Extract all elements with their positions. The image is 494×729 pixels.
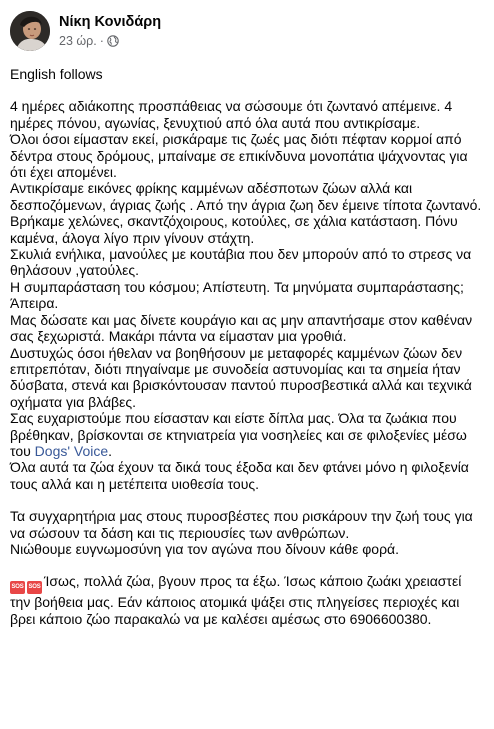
text-line: Δυστυχώς όσοι ήθελαν να βοηθήσουν με μεταφορές καμμένων ζώων δεν επιτρεπόταν, διότι πηγαίναμε με συνοδεία αστυνομίας και τα σημεία ήταν δύσβατα, στενά και βρισκόντουσαν παντού πυροσβεστικά αλλά και τεχνικά οχήματα για βλάβες. xyxy=(10,344,472,410)
thanks-end: . xyxy=(108,442,113,459)
text-line: Αντικρίσαμε εικόνες φρίκης καμμένων αδέσποτων ζώων αλλά και δεσποζόμενων, άγριας ζωής . Από την άγρια ζωη δεν έμεινε τίποτα ζωντανό. xyxy=(10,180,482,213)
firefighters-paragraph xyxy=(10,508,484,557)
avatar-image xyxy=(10,11,50,51)
post-meta xyxy=(59,13,161,49)
text-line: 4 ημέρες αδιάκοπης προσπάθειας να σώσουμε ότι ζωντανό απέμεινε. 4 ημέρες πόνου, αγωνίας, ξενυχτιού από όλα αυτά που αντικρίσαμε. xyxy=(10,98,453,131)
post-header xyxy=(10,0,484,58)
appeal-text: Ίσως, πολλά ζώα, βγουν προς τα έξω. Ίσως κάποιο ζωάκι χρειαστεί την βοήθεια μας. Εάν κάποιος ατομικά ψάξει στις πληγείσες περιοχές και βρει κάποιο ζώο παρακαλώ να με καλέσει αμέσως στο 6906600380. xyxy=(10,573,462,627)
thanks-text: Σας ευχαριστούμε που είσασταν και είστε δίπλα μας. Όλα τα ζωάκια που βρέθηκαν, βρίσκονται σε κτηνιατρεία για νοσηλείες και σε φιλοξενίες μέσω του xyxy=(10,410,467,459)
globe-icon[interactable] xyxy=(107,35,119,47)
text-line: Τα συγχαρητήρια μας στους πυροσβέστες που ρισκάρουν την ζωή τους για να σώσουν τα δάση και τις περιουσίες των ανθρώπων. xyxy=(10,508,473,541)
dogs-voice-link[interactable]: Dogs' Voice xyxy=(34,442,109,459)
thanks-line xyxy=(10,410,484,459)
text-line: Όλοι όσοι είμασταν εκεί, ρισκάραμε τις ζωές μας διότι πέφταν κορμοί από δέντρα στους δρόμους, μπαίναμε σε επικίνδυνα μονοπάτια ψάχνοντας για ότι έχει απομένει. xyxy=(10,131,468,181)
text-line: Σκυλιά ενήλικα, μανούλες με κουτάβια που δεν μπορούν από το στρεσς να θηλάσουν ,γατούλες. xyxy=(10,246,472,279)
text-line: Βρήκαμε χελώνες, σκαντζόχοιρους, κοτούλες, σε χάλια κατάσταση. Πόνυ καμένα, άλογα λίγο πριν γίνουν στάχτη. xyxy=(10,213,458,246)
text-line: Η συμπαράσταση του κόσμου; Απίστευτη. Τα μηνύματα συμπαράστασης; Άπειρα. xyxy=(10,278,464,312)
post-subline xyxy=(59,33,161,49)
appeal-paragraph xyxy=(10,573,484,627)
post-timestamp[interactable]: 23 ώρ. xyxy=(59,34,97,48)
text-line: Νιώθουμε ευγνωμοσύνη για τον αγώνα που δίνουν κάθε φορά. xyxy=(10,540,400,557)
sos-icon: SOS xyxy=(27,581,42,594)
intro-text: English follows xyxy=(10,66,103,82)
author-name[interactable]: Νίκη Κονιδάρη xyxy=(59,14,162,30)
text-line: Μας δώσατε και μας δίνετε κουράγιο και ας μην απαντήσαμε στον καθέναν σας ξεχωριστά. Μακάρι πάντα να είμασταν μια γροθιά. xyxy=(10,311,473,345)
main-paragraph xyxy=(10,98,484,492)
avatar[interactable] xyxy=(10,11,50,51)
post-content xyxy=(10,66,484,627)
sos-icon: SOS xyxy=(10,581,25,594)
separator-dot: · xyxy=(99,34,104,48)
text-line: Όλα αυτά τα ζώα έχουν τα δικά τους έξοδα και δεν φτάνει μόνο η φιλοξενία τους αλλά και η μετέπειτα υιοθεσία τους. xyxy=(10,459,469,492)
